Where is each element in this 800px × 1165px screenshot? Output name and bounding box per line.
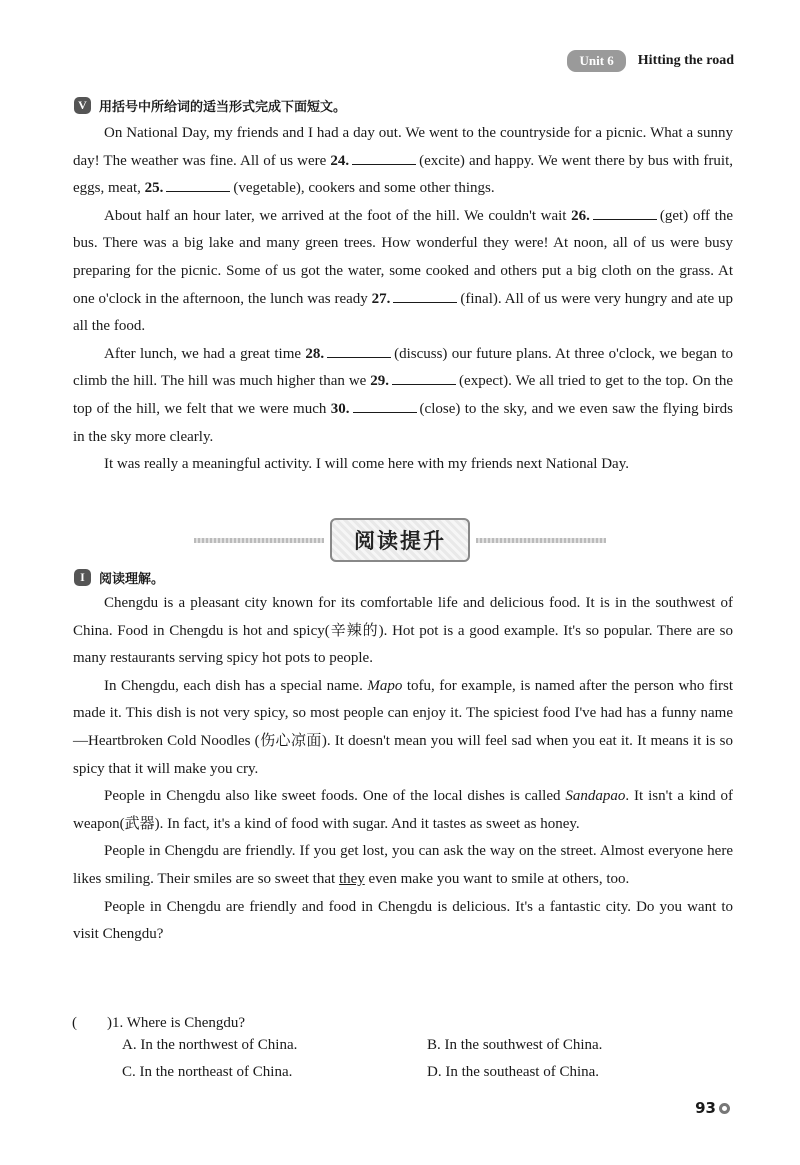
passage-paragraph: After lunch, we had a great time 28. (discuss) our future plans. At three o'clock, we began to climb the hill. The hill was much higher than we 29. (expect). We all tried to get to the top. On the top of the hill, we felt that we were much 30. (close) to the sky, and we even saw the flying birds in the sky more clearly. — [73, 341, 733, 451]
passage-paragraph: About half an hour later, we arrived at the foot of the hill. We couldn't wait 26. (get) off the bus. There was a big lake and many green trees. How wonderful they were! At noon, all of us were busy preparing for the picnic. Some of us got the water, some cooked and others put a big cloth on the grass. At one o'clock in the afternoon, the lunch was ready 27. (final). All of us were very hungry and ate up all the food. — [73, 203, 733, 341]
answer-blank-30[interactable] — [353, 398, 417, 413]
answer-blank-26[interactable] — [593, 205, 657, 220]
passage-paragraph: Chengdu is a pleasant city known for its comfortable life and delicious food. It is in the southwest of China. Food in Chengdu is hot and spicy(辛辣的). Hot pot is a good example. It's so popular. There are so many restaurants serving spicy hot pots to people. — [73, 595, 733, 667]
option-d[interactable]: D. In the southeast of China. — [427, 1064, 600, 1080]
section-1-heading — [74, 568, 164, 587]
option-c[interactable]: C. In the northeast of China. — [122, 1064, 293, 1080]
banner-divider-left — [194, 538, 324, 543]
italic-dish-name: Sandapao — [565, 788, 626, 805]
gear-icon — [719, 1103, 730, 1114]
section-banner — [0, 518, 800, 562]
blank-number-26: 26. — [571, 207, 590, 224]
section-5-instruction: 用括号中所给词的适当形式完成下面短文。 — [99, 100, 347, 115]
italic-dish-name: Mapo — [367, 677, 403, 694]
blank-number-28: 28. — [305, 345, 325, 362]
passage-paragraph: On National Day, my friends and I had a day out. We went to the countryside for a picnic. What a sunny day! The weather was fine. All of us were 24. (excite) and happy. We went there by bus with fruit, eggs, meat, 25. (vegetable), cookers and some other things. — [73, 125, 734, 197]
unit-title: Hitting the road — [637, 53, 734, 68]
blank-number-24: 24. — [330, 152, 350, 169]
question-text: 1. Where is Chengdu? — [112, 1015, 246, 1031]
question-1 — [72, 1011, 245, 1032]
page-number: 93 — [695, 1099, 730, 1117]
section-5-passage — [73, 120, 733, 479]
answer-blank-25[interactable] — [166, 177, 230, 192]
section-5-badge: V — [74, 97, 91, 114]
answer-blank-24[interactable] — [352, 150, 416, 165]
passage-paragraph: In Chengdu, each dish has a special name. Mapo tofu, for example, is named after the person who first made it. This dish is not very spicy, so most people can enjoy it. The spiciest food I've had has a funny name—Heartbroken Cold Noodles (伤心凉面). It doesn't mean you will feel sad when you eat it. It means it is so spicy that it will make you cry. — [73, 677, 734, 777]
section-1-badge: I — [74, 569, 91, 586]
passage-paragraph: People in Chengdu are friendly and food in Chengdu is delicious. It's a fantastic city. Do you want to visit Chengdu? — [73, 898, 733, 943]
passage-paragraph: It was really a meaningful activity. I will come here with my friends next National Day. — [104, 456, 629, 473]
reading-passage — [73, 590, 733, 949]
option-a[interactable]: A. In the northwest of China. — [122, 1037, 298, 1053]
section-5-heading — [74, 96, 346, 115]
answer-blank-28[interactable] — [327, 343, 391, 358]
answer-blank-29[interactable] — [392, 370, 456, 385]
blank-number-30: 30. — [330, 400, 350, 417]
option-b[interactable]: B. In the southwest of China. — [427, 1037, 603, 1053]
banner-divider-right — [476, 538, 606, 543]
passage-paragraph: People in Chengdu are friendly. If you get lost, you can ask the way on the street. Almost everyone here likes smiling. Their smiles are so sweet that they even make you want to smile at others, too. — [73, 843, 733, 887]
section-1-instruction: 阅读理解。 — [99, 572, 165, 587]
blank-number-25: 25. — [144, 180, 164, 197]
blank-number-27: 27. — [371, 290, 391, 307]
blank-number-29: 29. — [370, 373, 390, 390]
page-header — [567, 50, 734, 72]
banner-title: 阅读提升 — [330, 518, 470, 562]
answer-paren[interactable]: ( ) — [72, 1015, 112, 1031]
unit-badge: Unit 6 — [567, 50, 625, 72]
underlined-word: they — [338, 870, 365, 887]
answer-blank-27[interactable] — [393, 288, 457, 303]
passage-paragraph: People in Chengdu also like sweet foods. One of the local dishes is called Sandapao. It isn't a kind of weapon(武器). In fact, it's a kind of food with sugar. And it tastes as sweet as honey. — [73, 788, 734, 832]
